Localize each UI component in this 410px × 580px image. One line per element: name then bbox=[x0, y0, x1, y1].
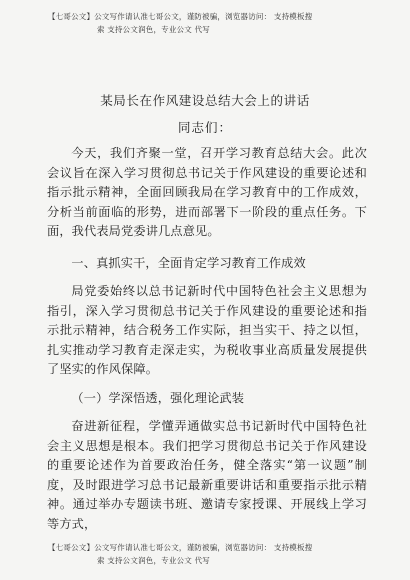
document-body bbox=[47, 144, 367, 534]
banner-line-1: 【七哥公文】公文写作请认准七哥公文，谨防被骗，浏览器访问： 支持模板搜 bbox=[48, 543, 313, 552]
watermark-banner-bottom bbox=[48, 541, 378, 567]
banner-line-1: 【七哥公文】公文写作请认准七哥公文，谨防被骗，浏览器访问： 支持模板搜 bbox=[48, 12, 313, 21]
paragraph-section-1: 局党委始终以总书记新时代中国特色社会主义思想为指引，深入学习贯彻总书记关于作风建设的重要论述和指示批示精神，结合税务工作实际，担当实干、持之以恒，扎实推动学习教育走深走实，为税收事业高质量发展提供了坚实的作风保障。 bbox=[47, 284, 367, 376]
salutation: 同志们： bbox=[177, 120, 232, 135]
paragraph-intro: 今天，我们齐聚一堂，召开学习教育总结大会。此次会议旨在深入学习贯彻总书记关于作风建设的重要论述和指示批示精神，全面回顾我局在学习教育中的工作成效，分析当前面临的形势，进而部署下一阶段的重点任务。下面，我代表局党委讲几点意见。 bbox=[47, 146, 367, 238]
watermark-banner-top bbox=[48, 10, 378, 36]
subsection-heading-1: （一）学深悟透，强化理论武装 bbox=[71, 390, 245, 405]
banner-line-2: 索 支持公文润色，专业公文 代写 bbox=[97, 556, 210, 565]
document-title: 某局长在作风建设总结大会上的讲话 bbox=[100, 93, 310, 108]
banner-line-2: 索 支持公文润色，专业公文 代写 bbox=[97, 25, 210, 34]
paragraph-subsection-1: 奋进新征程，学懂弄通做实总书记新时代中国特色社会主义思想是根本。我们把学习贯彻总书记关于作风建设的重要论述作为首要政治任务，健全落实“第一议题”制度，及时跟进学习总书记最新重要讲话和重要指示批示精神。通过举办专题读书班、邀请专家授课、开展线上学习等方式， bbox=[47, 419, 367, 531]
section-heading-1: 一、真抓实干，全面肯定学习教育工作成效 bbox=[71, 255, 306, 270]
